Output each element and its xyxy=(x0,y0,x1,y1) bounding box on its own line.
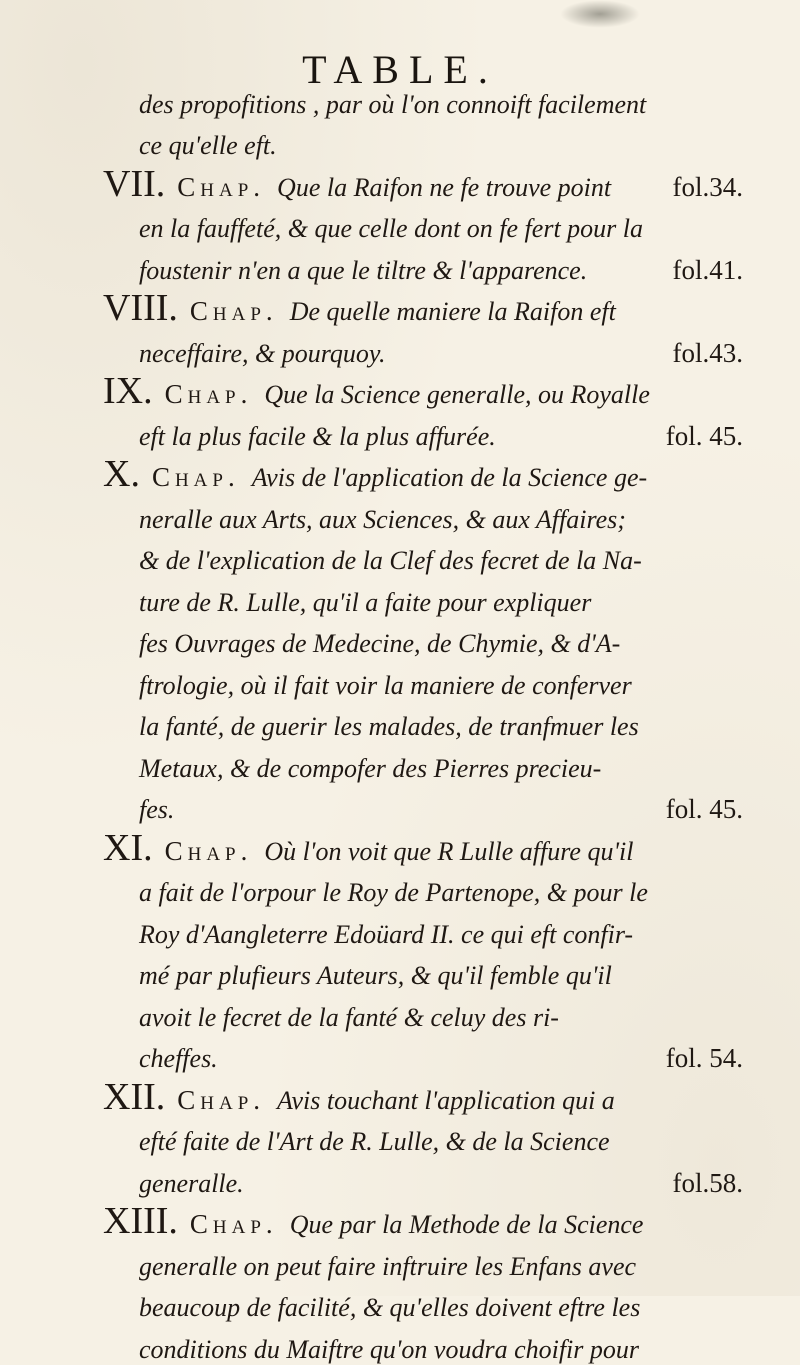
line-text: la fanté, de guerir les malades, de tranfmuer les xyxy=(139,712,639,741)
toc-line xyxy=(103,1157,743,1199)
line-body xyxy=(139,214,643,244)
chapter-number: IX. xyxy=(103,370,153,412)
line-text: De quelle maniere la Raifon eft xyxy=(289,297,616,326)
line-body xyxy=(139,256,587,286)
chapter-label: Chap. xyxy=(164,379,253,409)
folio-reference: fol.58. xyxy=(672,1167,743,1198)
line-text: ture de R. Lulle, qu'il a faite pour expliquer xyxy=(139,587,592,617)
line-body xyxy=(103,1202,643,1240)
line-text: cheffes. xyxy=(139,1044,218,1073)
line-text: Roy d'Aangleterre Edoüard II. ce qui eft confir- xyxy=(139,919,634,949)
chapter-entry-line xyxy=(103,825,743,867)
chapter-number: VII. xyxy=(103,162,166,205)
line-text: fes. xyxy=(139,795,175,824)
line-text: neceffaire, & pourquoy. xyxy=(139,338,386,368)
line-body xyxy=(103,455,647,493)
toc-line xyxy=(103,1323,743,1365)
chapter-number: XIII. xyxy=(103,1200,178,1242)
toc-line xyxy=(103,659,743,701)
line-body xyxy=(103,162,612,205)
folio-reference: fol. 45. xyxy=(665,420,743,451)
chapter-entry-line xyxy=(103,452,743,494)
line-body xyxy=(139,588,591,618)
chapter-head xyxy=(103,1202,278,1240)
page-heading: TABLE. xyxy=(302,47,498,92)
chapter-number: X. xyxy=(103,453,140,495)
line-body xyxy=(139,754,601,784)
chapter-number: XII. xyxy=(103,1075,166,1118)
toc-line xyxy=(103,618,743,660)
line-body xyxy=(103,289,616,327)
toc-line xyxy=(103,576,743,618)
line-text: Que la Raifon ne fe trouve point xyxy=(277,172,612,202)
line-text: generalle. xyxy=(139,1168,244,1198)
folio-reference: fol. 45. xyxy=(665,794,743,824)
line-text: eft la plus facile & la plus affurée. xyxy=(139,421,496,451)
line-body xyxy=(139,920,633,950)
line-text: Avis de l'application de la Science ge- xyxy=(251,463,648,492)
line-body xyxy=(139,1252,636,1282)
toc-line xyxy=(103,1116,743,1158)
line-text: ce qu'elle eft. xyxy=(139,131,277,160)
line-body xyxy=(139,422,496,452)
line-text: a fait de l'orpour le Roy de Partenope, & pour le xyxy=(139,878,648,907)
chapter-head xyxy=(103,162,266,205)
line-body xyxy=(139,1335,639,1365)
line-body xyxy=(139,1127,610,1157)
line-body xyxy=(139,712,639,742)
line-text: conditions du Maiftre qu'on voudra choifir pour xyxy=(139,1334,640,1364)
line-text: Metaux, & de compofer des Pierres precieu- xyxy=(139,753,602,783)
line-text: & de l'explication de la Clef des fecret de la Na- xyxy=(139,546,642,575)
chapter-entry-line xyxy=(103,369,743,411)
toc-line xyxy=(103,120,743,162)
chapter-head xyxy=(103,372,252,410)
toc-line xyxy=(103,78,743,120)
line-text: Où l'on voit que R Lulle affure qu'il xyxy=(264,836,634,866)
line-body xyxy=(139,961,612,991)
line-body xyxy=(139,1044,218,1074)
folio-reference: fol.34. xyxy=(672,171,743,202)
chapter-head xyxy=(103,1075,266,1118)
line-body xyxy=(139,1003,559,1033)
line-text: neralle aux Arts, aux Sciences, & aux Affaires; xyxy=(139,504,626,534)
table-of-contents xyxy=(103,78,743,1365)
line-body xyxy=(139,131,277,161)
chapter-label: Chap. xyxy=(189,1209,278,1239)
toc-line xyxy=(103,493,743,535)
line-text: foustenir n'en a que le tiltre & l'apparence. xyxy=(139,255,588,285)
line-body xyxy=(139,1293,640,1323)
chapter-entry-line xyxy=(103,286,743,328)
toc-line xyxy=(103,908,743,950)
line-body xyxy=(139,546,642,576)
ink-stain xyxy=(560,0,640,28)
chapter-number: XI. xyxy=(103,826,153,869)
chapter-number: VIII. xyxy=(103,287,178,329)
line-text: des propofitions , par où l'on connoift facilement xyxy=(139,89,647,119)
line-body xyxy=(139,671,632,701)
line-text: ftrologie, où il fait voir la maniere de conferver xyxy=(139,670,632,700)
folio-reference: fol. 54. xyxy=(665,1043,743,1073)
toc-line xyxy=(103,701,743,743)
line-body xyxy=(103,372,650,410)
chapter-entry-line xyxy=(103,1199,743,1241)
toc-line xyxy=(103,535,743,577)
line-text: Que la Science generalle, ou Royalle xyxy=(264,380,650,409)
toc-line xyxy=(103,1033,743,1075)
chapter-label: Chap. xyxy=(177,171,266,202)
chapter-head xyxy=(103,455,240,493)
line-text: Avis touchant l'application qui a xyxy=(277,1085,615,1115)
line-body xyxy=(139,505,626,535)
folio-reference: fol.41. xyxy=(672,254,743,285)
chapter-label: Chap. xyxy=(164,835,253,866)
line-text: avoit le fecret de la fanté & celuy des ri- xyxy=(139,1002,559,1032)
chapter-label: Chap. xyxy=(189,296,278,326)
chapter-entry-line xyxy=(103,1074,743,1116)
line-text: mé par plufieurs Auteurs, & qu'il femble qu'il xyxy=(139,961,612,990)
folio-reference: fol.43. xyxy=(672,337,743,368)
toc-line xyxy=(103,327,743,369)
line-text: beaucoup de facilité, & qu'elles doivent eftre les xyxy=(139,1293,641,1322)
toc-line xyxy=(103,244,743,286)
line-body xyxy=(139,1169,244,1199)
line-text: Que par la Methode de la Science xyxy=(289,1210,644,1239)
line-body xyxy=(139,629,620,659)
line-text: fes Ouvrages de Medecine, de Chymie, & d'A- xyxy=(139,629,621,658)
toc-line xyxy=(103,991,743,1033)
line-body xyxy=(139,878,648,908)
chapter-entry-line xyxy=(103,161,743,203)
toc-line xyxy=(103,410,743,452)
toc-line xyxy=(103,203,743,245)
line-body xyxy=(103,1075,615,1118)
toc-line xyxy=(103,784,743,826)
toc-line xyxy=(103,1240,743,1282)
line-body xyxy=(139,339,385,369)
toc-line xyxy=(103,1282,743,1324)
toc-line xyxy=(103,742,743,784)
line-body xyxy=(139,795,174,825)
line-body xyxy=(139,90,646,120)
toc-line xyxy=(103,867,743,909)
chapter-head xyxy=(103,289,278,327)
line-text: en la fauffeté, & que celle dont on fe fert pour la xyxy=(139,214,644,243)
line-text: generalle on peut faire inftruire les Enfans avec xyxy=(139,1251,637,1281)
line-body xyxy=(103,826,634,869)
line-text: efté faite de l'Art de R. Lulle, & de la Science xyxy=(139,1127,610,1156)
chapter-head xyxy=(103,826,253,869)
chapter-label: Chap. xyxy=(151,462,240,492)
chapter-label: Chap. xyxy=(177,1084,266,1115)
toc-line xyxy=(103,950,743,992)
